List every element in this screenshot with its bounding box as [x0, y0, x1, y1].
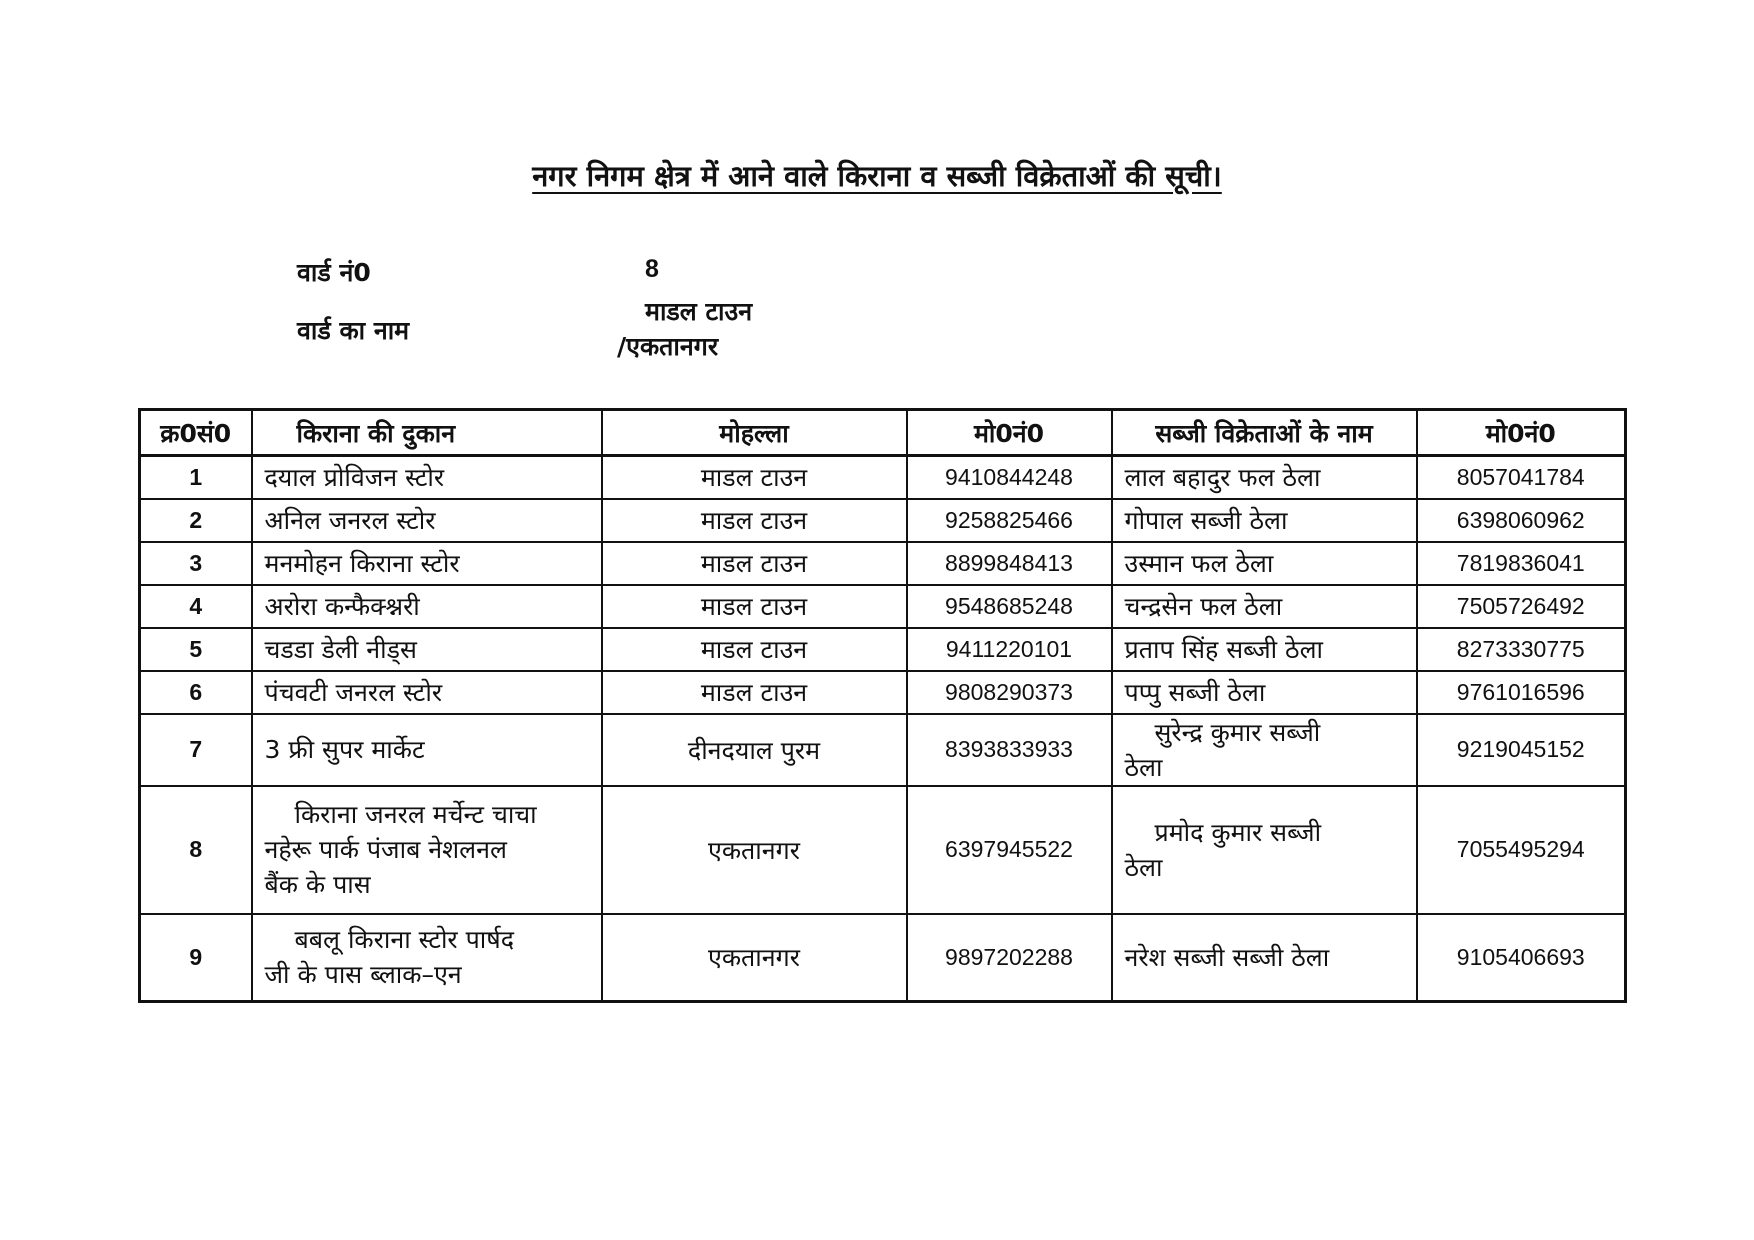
shop-name — [252, 914, 602, 1002]
header-shop-mobile: मो0नं0 — [907, 410, 1112, 456]
header-grocery-shop: किराना की दुकान — [252, 410, 602, 456]
vendor-name: गोपाल सब्जी ठेला — [1112, 499, 1417, 542]
vendor-mobile: 6398060962 — [1417, 499, 1626, 542]
vendor-mobile: 7505726492 — [1417, 585, 1626, 628]
mohalla: माडल टाउन — [602, 456, 907, 499]
vendor-name: पप्पु सब्जी ठेला — [1112, 671, 1417, 714]
shop-name: दयाल प्रोविजन स्टोर — [252, 456, 602, 499]
shop-mobile: 9808290373 — [907, 671, 1112, 714]
header-vendor-mobile: मो0नं0 — [1417, 410, 1626, 456]
shop-name-line: नहेरू पार्क पंजाब नेशलनल — [264, 835, 507, 864]
shop-mobile: 9410844248 — [907, 456, 1112, 499]
shop-mobile: 9897202288 — [907, 914, 1112, 1002]
ward-number-value: 8 — [645, 255, 659, 283]
shop-name: मनमोहन किराना स्टोर — [252, 542, 602, 585]
header-serial-no: क्र0सं0 — [140, 410, 252, 456]
serial-no: 8 — [140, 786, 252, 914]
shop-name: अनिल जनरल स्टोर — [252, 499, 602, 542]
shop-mobile: 9411220101 — [907, 628, 1112, 671]
vendor-name-line: सुरेन्द्र कुमार सब्जी — [1154, 717, 1321, 747]
serial-no: 3 — [140, 542, 252, 585]
vendor-name: लाल बहादुर फल ठेला — [1112, 456, 1417, 499]
table-row — [140, 671, 1626, 714]
shop-name-line: बबलू किराना स्टोर पार्षद — [294, 925, 514, 955]
shop-name-line: बैंक के पास — [264, 870, 371, 899]
vendor-name: उस्मान फल ठेला — [1112, 542, 1417, 585]
vendor-name-line: ठेला — [1124, 852, 1163, 882]
vendor-mobile: 9761016596 — [1417, 671, 1626, 714]
serial-no: 5 — [140, 628, 252, 671]
vendor-name — [1112, 786, 1417, 914]
document-title: नगर निगम क्षेत्र में आने वाले किराना व सब्जी विक्रेताओं की सूची। — [532, 159, 1222, 193]
vendor-name-line: ठेला — [1124, 752, 1163, 782]
shop-mobile: 6397945522 — [907, 786, 1112, 914]
shop-mobile: 9548685248 — [907, 585, 1112, 628]
vendor-list-table — [138, 408, 1627, 1003]
ward-name-value-continued: /एकतानगर — [617, 332, 719, 361]
serial-no: 1 — [140, 456, 252, 499]
mohalla: एकतानगर — [602, 914, 907, 1002]
serial-no: 7 — [140, 714, 252, 786]
mohalla: माडल टाउन — [602, 585, 907, 628]
vendor-name: प्रताप सिंह सब्जी ठेला — [1112, 628, 1417, 671]
table-row — [140, 585, 1626, 628]
table-row — [140, 456, 1626, 499]
shop-name-line: किराना जनरल मर्चेन्ट चाचा — [294, 800, 537, 829]
vendor-mobile: 9105406693 — [1417, 914, 1626, 1002]
shop-mobile: 8393833933 — [907, 714, 1112, 786]
mohalla: माडल टाउन — [602, 542, 907, 585]
shop-mobile: 8899848413 — [907, 542, 1112, 585]
table-row — [140, 914, 1626, 1002]
mohalla: एकतानगर — [602, 786, 907, 914]
shop-mobile: 9258825466 — [907, 499, 1112, 542]
shop-name: चडडा डेली नीड्स — [252, 628, 602, 671]
header-mohalla: मोहल्ला — [602, 410, 907, 456]
vendor-mobile: 7819836041 — [1417, 542, 1626, 585]
vendor-name: नरेश सब्जी सब्जी ठेला — [1112, 914, 1417, 1002]
serial-no: 2 — [140, 499, 252, 542]
table-row — [140, 628, 1626, 671]
table-header-row — [140, 410, 1626, 456]
shop-name: अरोरा कन्फैक्श्नरी — [252, 585, 602, 628]
vendor-name-line: प्रमोद कुमार सब्जी — [1154, 817, 1322, 847]
serial-no: 4 — [140, 585, 252, 628]
shop-name: पंचवटी जनरल स्टोर — [252, 671, 602, 714]
vendor-mobile: 8273330775 — [1417, 628, 1626, 671]
shop-name: 3 फ्री सुपर मार्केट — [252, 714, 602, 786]
serial-no: 9 — [140, 914, 252, 1002]
mohalla: माडल टाउन — [602, 671, 907, 714]
ward-number-label: वार्ड नं0 — [297, 258, 371, 287]
mohalla: दीनदयाल पुरम — [602, 714, 907, 786]
vendor-name — [1112, 714, 1417, 786]
mohalla: माडल टाउन — [602, 499, 907, 542]
vendor-mobile: 8057041784 — [1417, 456, 1626, 499]
serial-no: 6 — [140, 671, 252, 714]
ward-name-value: माडल टाउन — [645, 297, 753, 326]
mohalla: माडल टाउन — [602, 628, 907, 671]
table-row — [140, 542, 1626, 585]
shop-name — [252, 786, 602, 914]
vendor-mobile: 9219045152 — [1417, 714, 1626, 786]
table-row — [140, 714, 1626, 786]
vendor-name: चन्द्रसेन फल ठेला — [1112, 585, 1417, 628]
header-vendor-name: सब्जी विक्रेताओं के नाम — [1112, 410, 1417, 456]
table-row — [140, 499, 1626, 542]
ward-name-label: वार्ड का नाम — [297, 316, 410, 345]
table-row — [140, 786, 1626, 914]
vendor-mobile: 7055495294 — [1417, 786, 1626, 914]
shop-name-line: जी के पास ब्लाक–एन — [264, 960, 462, 990]
